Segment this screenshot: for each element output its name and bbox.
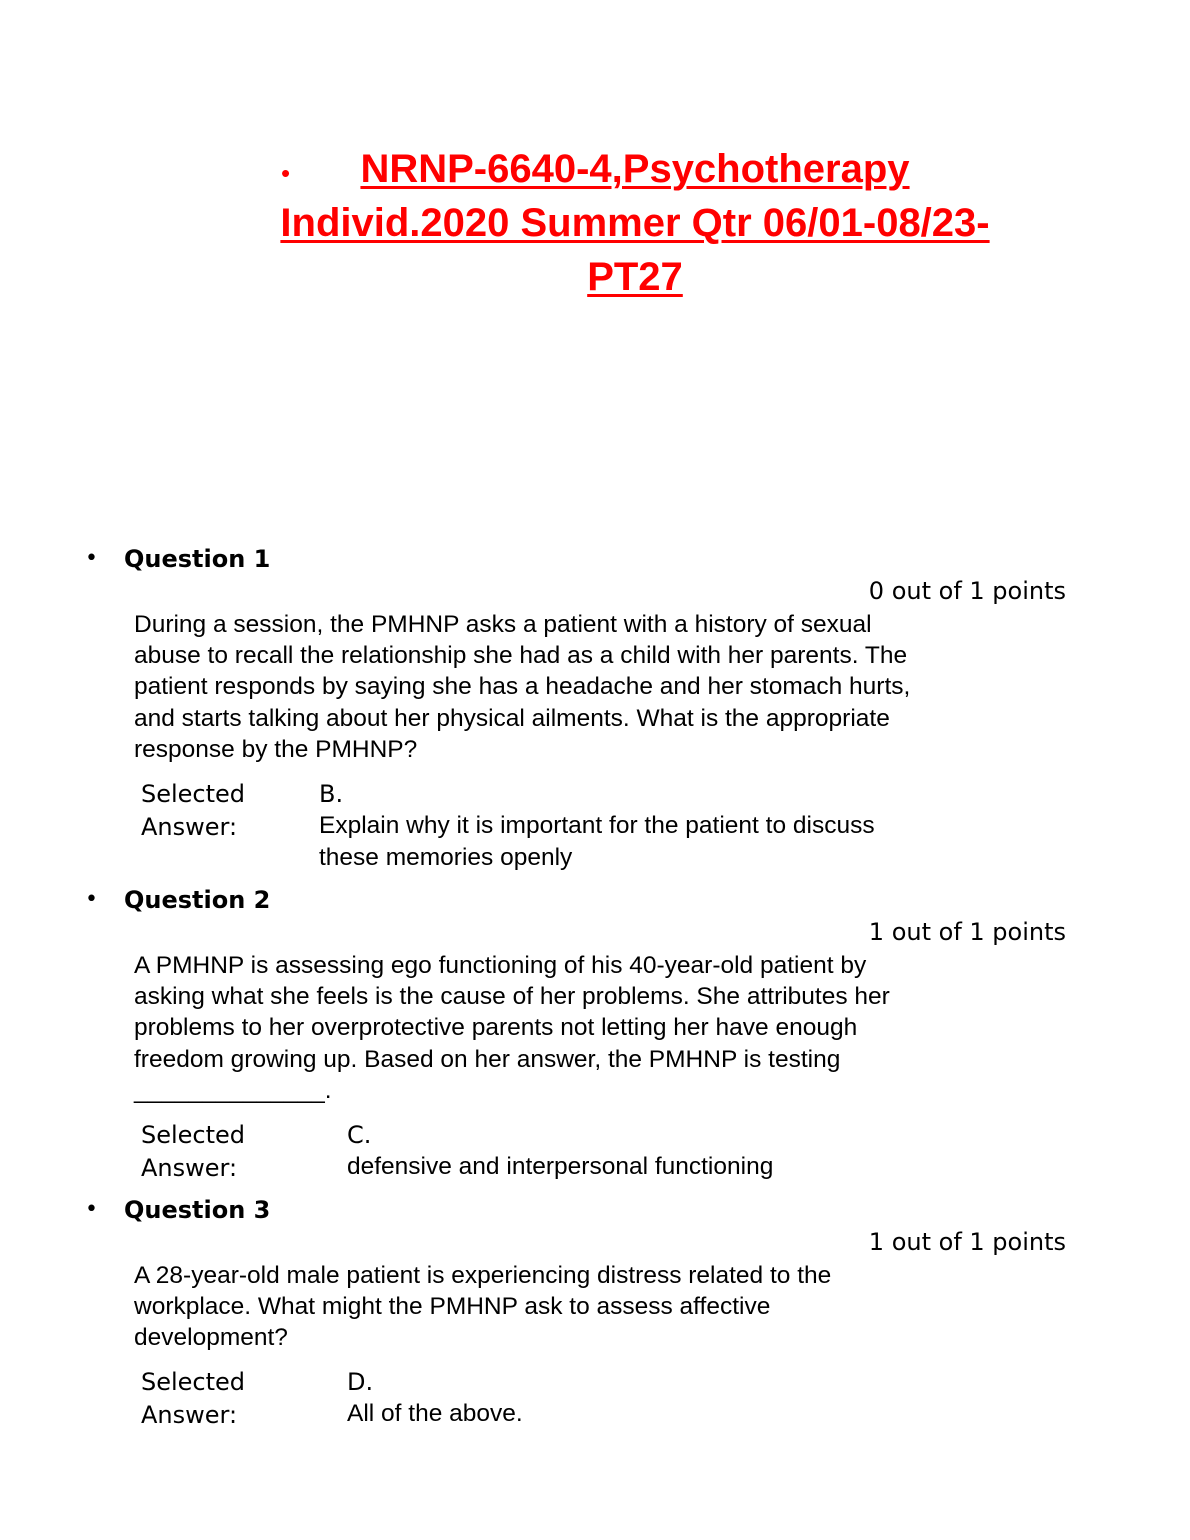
question-text-line: and starts talking about her physical ailments. What is the appropriate — [134, 704, 890, 732]
selected-answer-label: Selected Answer: — [141, 780, 246, 841]
question-text-line: response by the PMHNP? — [134, 735, 418, 763]
answer-text-line: defensive and interpersonal functioning — [347, 1153, 774, 1181]
list-bullet: • — [85, 887, 98, 912]
selected-answer-label: Selected Answer: — [141, 1368, 246, 1429]
title-line-1: NRNP-6640-4,Psychotherapy — [360, 147, 910, 191]
question-text-line: A 28-year-old male patient is experiencing distress related to the — [134, 1262, 832, 1289]
question-heading: Question 2 — [124, 886, 271, 914]
answer-text-line: Explain why it is important for the patient to discuss — [319, 812, 875, 840]
question-text-line: development? — [134, 1324, 288, 1352]
selected-answer-value — [347, 1366, 523, 1430]
selected-answer-value — [347, 1119, 773, 1183]
question-text — [134, 1260, 1014, 1354]
question-text-line: abuse to recall the relationship she had as a child with her parents. The — [134, 642, 908, 670]
question-text-line: asking what she feels is the cause of her problems. She attributes her — [134, 983, 890, 1011]
answer-letter: B. — [319, 780, 344, 808]
answer-text-line: All of the above. — [347, 1400, 523, 1428]
question-text — [134, 950, 1014, 1106]
question-points: 0 out of 1 points — [868, 577, 1066, 605]
list-bullet: • — [85, 546, 98, 571]
title-line-2: Individ.2020 Summer Qtr 06/01-08/23- — [280, 201, 990, 245]
question-text-line: ______________. — [134, 1076, 332, 1104]
question-text-line: workplace. What might the PMHNP ask to assess affective — [134, 1293, 771, 1321]
title-line-3: PT27 — [587, 255, 683, 299]
selected-answer-value — [319, 778, 875, 875]
question-heading: Question 1 — [124, 545, 271, 573]
question-text-line: patient responds by saying she has a headache and her stomach hurts, — [134, 673, 911, 701]
question-points: 1 out of 1 points — [868, 918, 1066, 946]
answer-letter: D. — [347, 1368, 374, 1396]
question-text-line: A PMHNP is assessing ego functioning of his 40-year-old patient by — [134, 952, 867, 979]
answer-letter: C. — [347, 1121, 372, 1149]
question-text-line: During a session, the PMHNP asks a patient with a history of sexual — [134, 611, 872, 638]
answer-text-line: these memories openly — [319, 844, 573, 872]
question-text — [134, 609, 1014, 765]
question-heading: Question 3 — [124, 1196, 271, 1224]
selected-answer-label: Selected Answer: — [141, 1121, 246, 1182]
question-text-line: problems to her overprotective parents not letting her have enough — [134, 1014, 858, 1042]
title-bullet: • — [281, 158, 291, 188]
document-title — [200, 142, 1070, 304]
question-text-line: freedom growing up. Based on her answer, the PMHNP is testing — [134, 1045, 841, 1073]
list-bullet: • — [85, 1197, 98, 1222]
question-points: 1 out of 1 points — [868, 1228, 1066, 1256]
